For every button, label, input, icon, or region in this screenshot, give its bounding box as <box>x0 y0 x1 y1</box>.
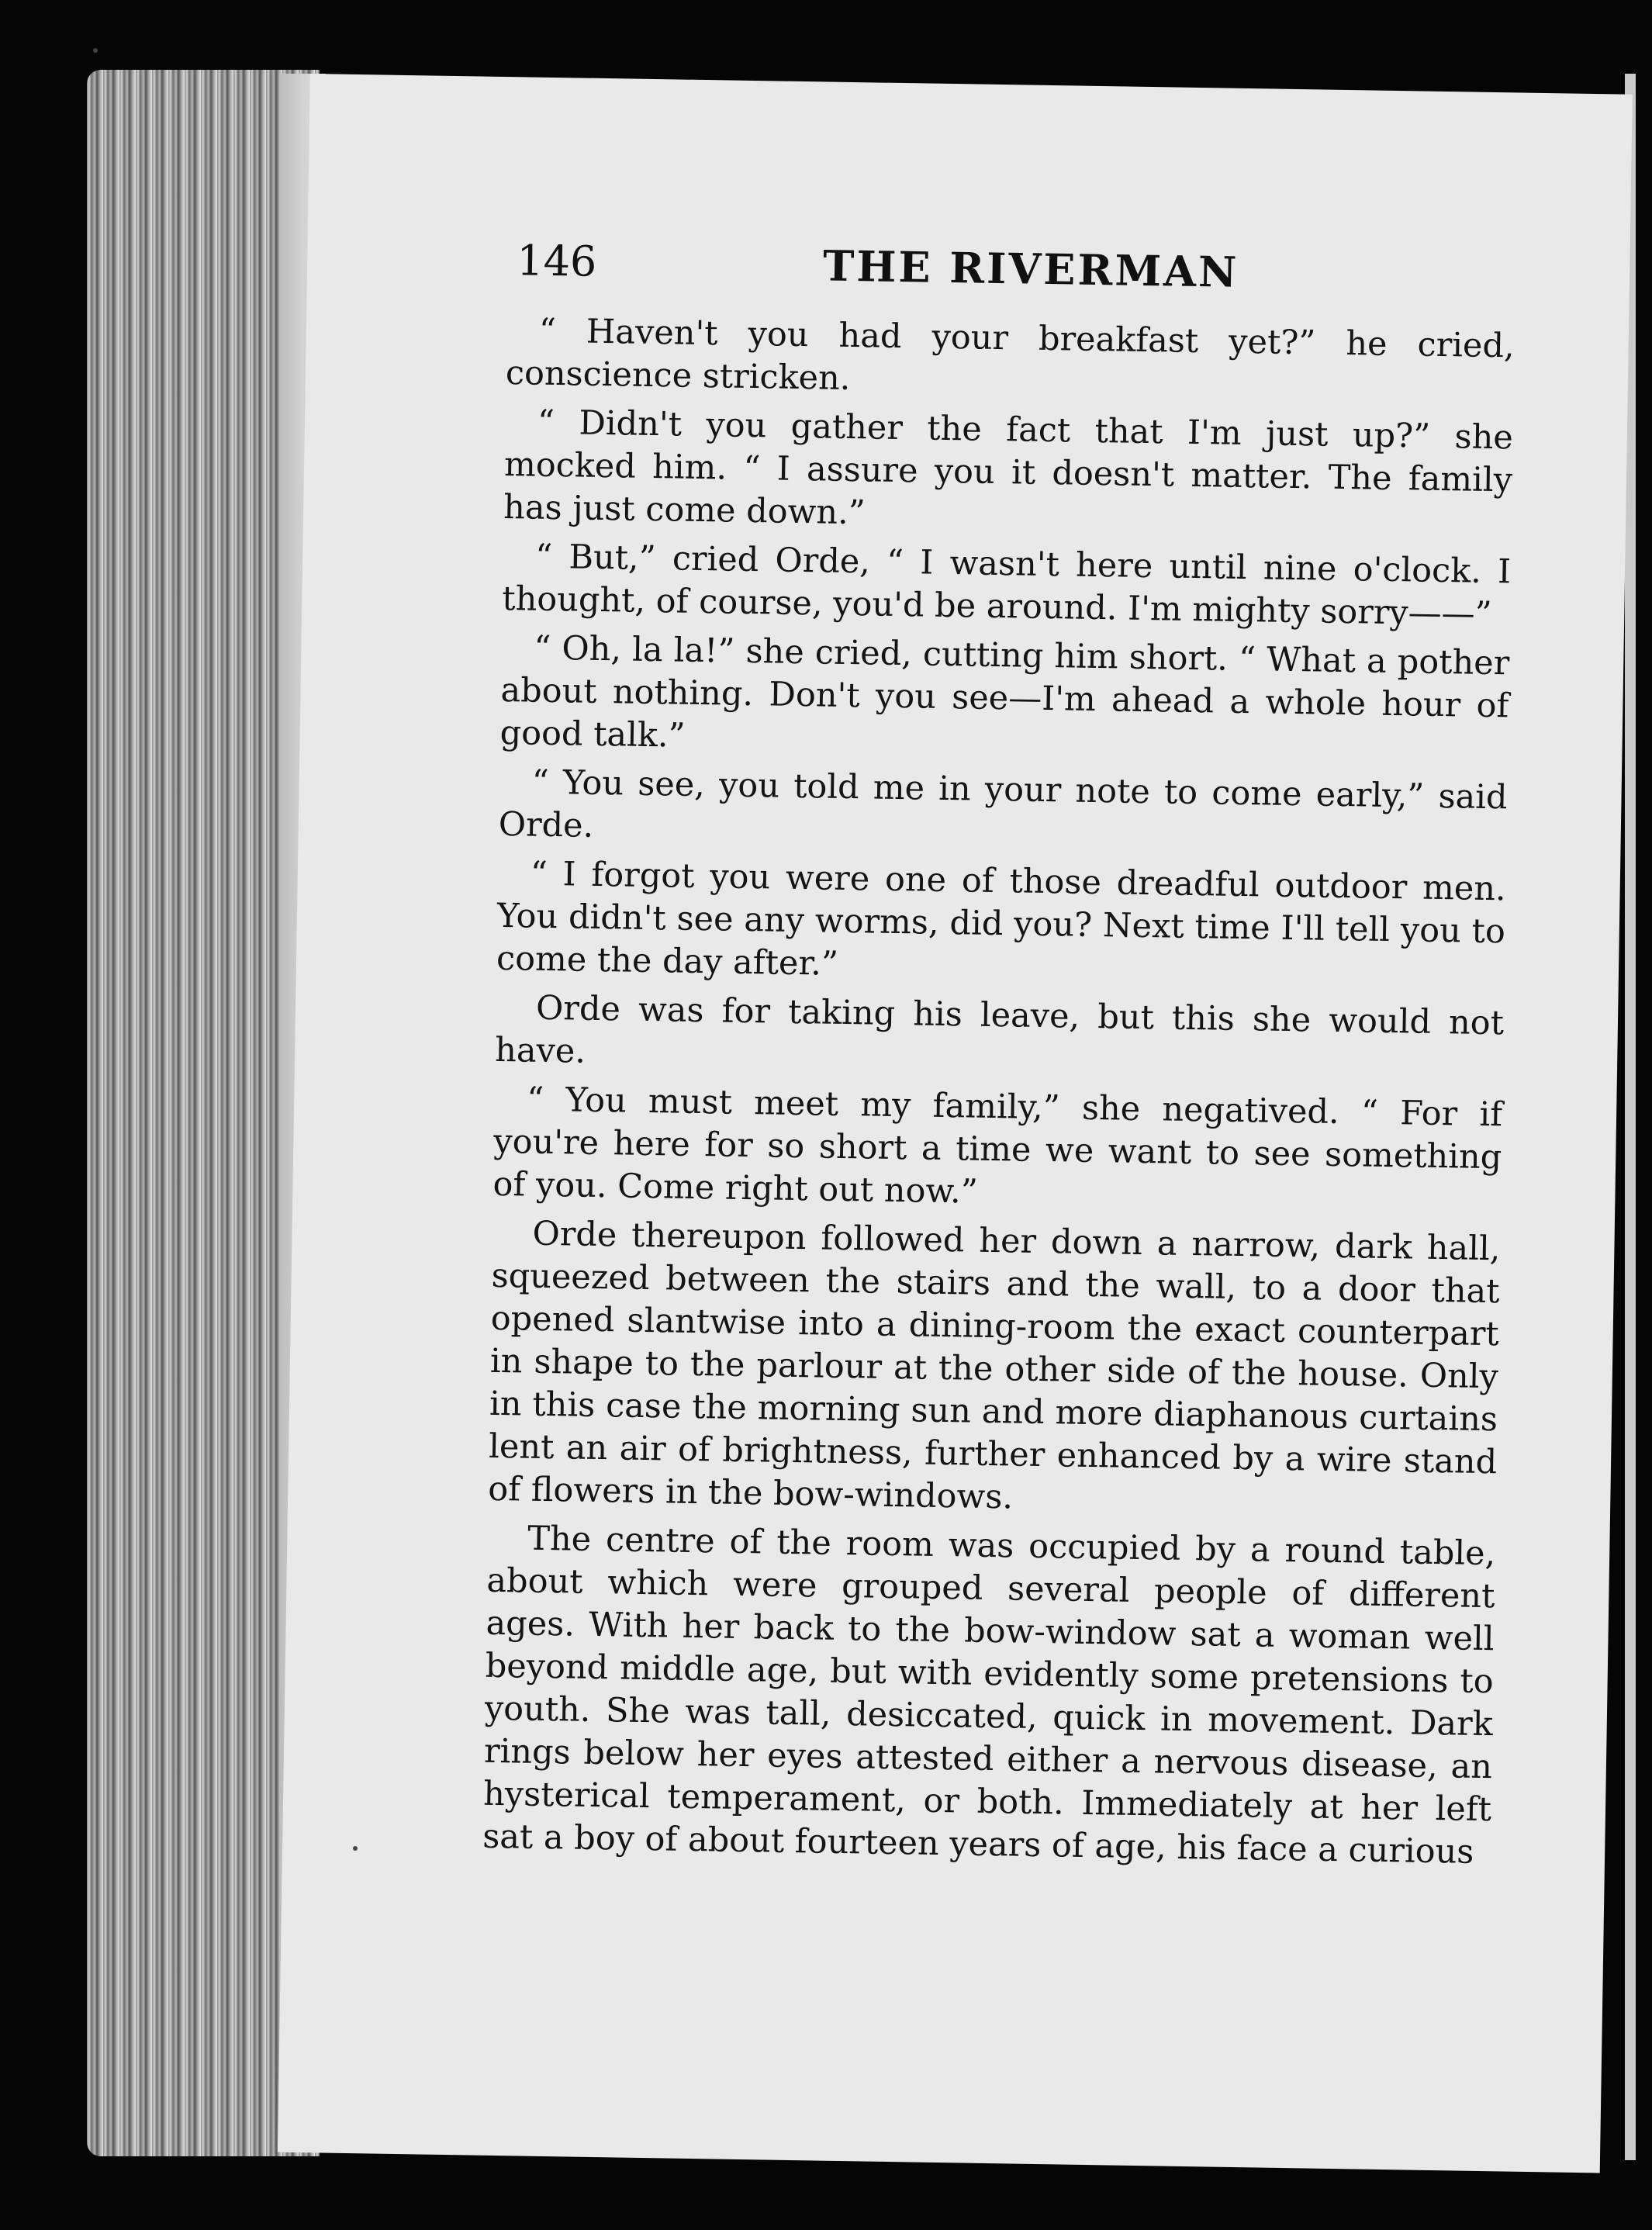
paragraph: “ Oh, la la!” she cried, cutting him short. “ What a pother about nothing. Don't you see—I'm ahead a whole hour of good talk.” <box>499 628 1510 755</box>
scan-speck <box>353 1846 358 1851</box>
paragraph: “ Didn't you gather the fact that I'm just up?” she mocked him. “ I assure you it doesn't matter. The family has just come down.” <box>503 403 1514 533</box>
paragraph: “ You must meet my family,” she negatived. “ For if you're here for so short a time we want to see something of you. Come right out now.” <box>492 1080 1503 1212</box>
page-header <box>516 236 1525 321</box>
paragraph: Orde thereupon followed her down a narrow, dark hall, squeezed between the stairs and the wall, to a door that opened slantwise into a dining-room the exact counterpart in shape to the parlour at the other side of the house. Only in this case the morning sun and more diaphanous curtains lent an air of brightness, further enhanced by a wire stand of flowers in the bow-windows. <box>487 1214 1501 1517</box>
paragraph: The centre of the room was occupied by a round table, about which were grouped several people of different ages. With her back to the bow-window sat a woman well beyond middle age, but with evidently some pretensions to youth. She was tall, desiccated, quick in movement. Dark rings below her eyes attested either a nervous disease, an hysterical temperament, or both. Immediately at her left sat a boy of about fourteen years of age, his face a curious <box>482 1519 1496 1872</box>
scan-speck <box>93 48 98 53</box>
paragraph: “ You see, you told me in your note to come early,” said Orde. <box>498 762 1508 845</box>
paragraph: Orde was for taking his leave, but this she would not have. <box>494 988 1505 1071</box>
paragraph: “ But,” cried Orde, “ I wasn't here until nine o'clock. I thought, of course, you'd be around. I'm mighty sorry——” <box>502 537 1512 634</box>
running-title: THE RIVERMAN <box>822 240 1239 297</box>
paragraph: “ I forgot you were one of those dreadful outdoor men. You didn't see any worms, did you? Next time I'll tell you to come the day after.” <box>496 854 1507 984</box>
paragraph: “ Haven't you had your breakfast yet?” he cried, conscience stricken. <box>505 311 1515 398</box>
body-text <box>482 309 1515 1880</box>
page-number: 146 <box>516 236 597 286</box>
book-page <box>278 74 1633 2173</box>
